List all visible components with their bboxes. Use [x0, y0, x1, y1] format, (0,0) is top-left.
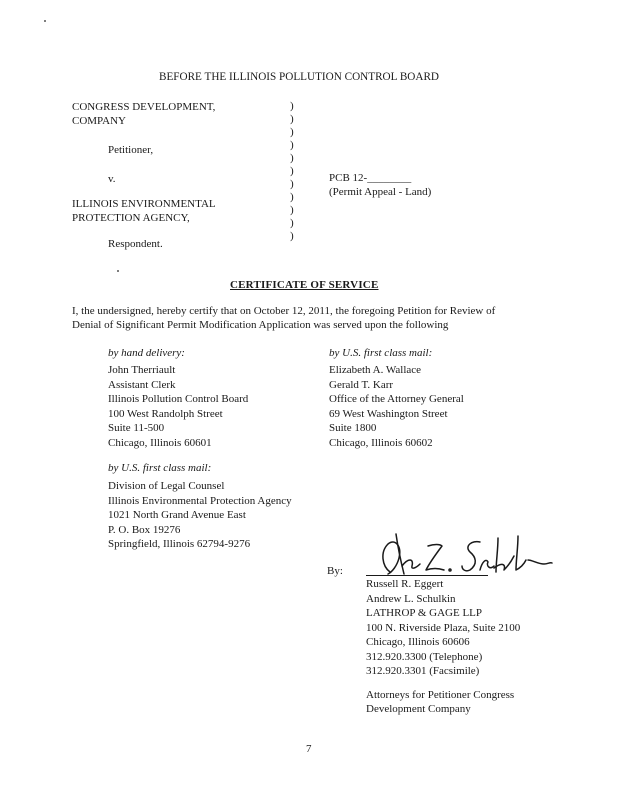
attorney-line: 100 N. Riverside Plaza, Suite 2100: [366, 621, 521, 634]
address-line: Chicago, Illinois 60601: [108, 436, 212, 449]
address-line: Gerald T. Karr: [329, 378, 394, 391]
attorney-line: Chicago, Illinois 60606: [366, 636, 470, 648]
recipient-address-left: [108, 363, 248, 450]
respondent-name-line2: PROTECTION AGENCY,: [72, 212, 190, 224]
attorneys-for-line1: Attorneys for Petitioner Congress: [366, 689, 515, 701]
address-line: Office of the Attorney General: [329, 393, 464, 405]
paren: ): [290, 113, 294, 125]
delivery-method-bottom: by U.S. first class mail:: [108, 462, 212, 474]
address-line: Elizabeth A. Wallace: [329, 364, 422, 376]
paren: ): [290, 191, 294, 203]
recipient-address-right: [329, 363, 464, 450]
attorney-line: Andrew L. Schulkin: [366, 592, 456, 605]
delivery-method-left: by hand delivery:: [108, 347, 185, 359]
petitioner-role: Petitioner,: [108, 144, 154, 156]
address-line: Illinois Environmental Protection Agency: [108, 494, 292, 507]
respondent-role: Respondent.: [108, 238, 163, 250]
address-line: Illinois Pollution Control Board: [108, 393, 249, 405]
attorney-line: 312.920.3300 (Telephone): [366, 650, 483, 663]
address-line: Chicago, Illinois 60602: [329, 436, 433, 449]
address-line: P. O. Box 19276: [108, 523, 181, 536]
case-number: PCB 12-________: [329, 172, 412, 184]
handwritten-signature: [368, 530, 554, 580]
attorney-line: 312.920.3301 (Facsimile): [366, 665, 480, 677]
certificate-heading: CERTIFICATE OF SERVICE: [230, 279, 379, 291]
address-line: Assistant Clerk: [108, 378, 176, 391]
address-line: 100 West Randolph Street: [108, 407, 223, 420]
address-line: John Therriault: [108, 364, 176, 376]
paren: ): [290, 217, 294, 229]
recipient-address-bottom: [108, 479, 292, 552]
page-number: 7: [306, 743, 312, 755]
address-line: Division of Legal Counsel: [108, 480, 225, 492]
respondent-name-line1: ILLINOIS ENVIRONMENTAL: [72, 198, 216, 210]
petitioner-name-line2: COMPANY: [72, 115, 127, 127]
by-label: By:: [327, 565, 343, 577]
address-line: 69 West Washington Street: [329, 407, 448, 420]
paren: ): [290, 126, 294, 138]
paren: ): [290, 152, 294, 164]
address-line: Suite 11-500: [108, 422, 165, 434]
paren: ): [290, 165, 294, 177]
scan-speck: [117, 270, 119, 272]
case-type: (Permit Appeal - Land): [329, 186, 432, 198]
delivery-method-right: by U.S. first class mail:: [329, 347, 433, 359]
paren: ): [290, 178, 294, 190]
attorney-block: [366, 577, 520, 679]
address-line: 1021 North Grand Avenue East: [108, 509, 246, 521]
certification-text-line2: Denial of Significant Permit Modification Application was served upon the following: [72, 319, 449, 331]
court-title: BEFORE THE ILLINOIS POLLUTION CONTROL BOARD: [159, 71, 439, 83]
paren: ): [290, 204, 294, 216]
attorney-line: LATHROP & GAGE LLP: [366, 607, 483, 619]
caption-parentheses: [290, 100, 294, 243]
attorneys-for-line2: Development Company: [366, 703, 471, 715]
certification-text-line1: I, the undersigned, hereby certify that on October 12, 2011, the foregoing Petition for Review of: [72, 305, 496, 317]
petitioner-name-line1: CONGRESS DEVELOPMENT,: [72, 101, 216, 113]
paren: ): [290, 139, 294, 151]
attorney-line: Russell R. Eggert: [366, 578, 444, 590]
address-line: Springfield, Illinois 62794-9276: [108, 538, 251, 550]
versus-label: v.: [108, 173, 116, 185]
paren: ): [290, 230, 294, 242]
scan-speck: [44, 20, 46, 22]
address-line: Suite 1800: [329, 422, 377, 434]
paren: ): [290, 100, 294, 112]
